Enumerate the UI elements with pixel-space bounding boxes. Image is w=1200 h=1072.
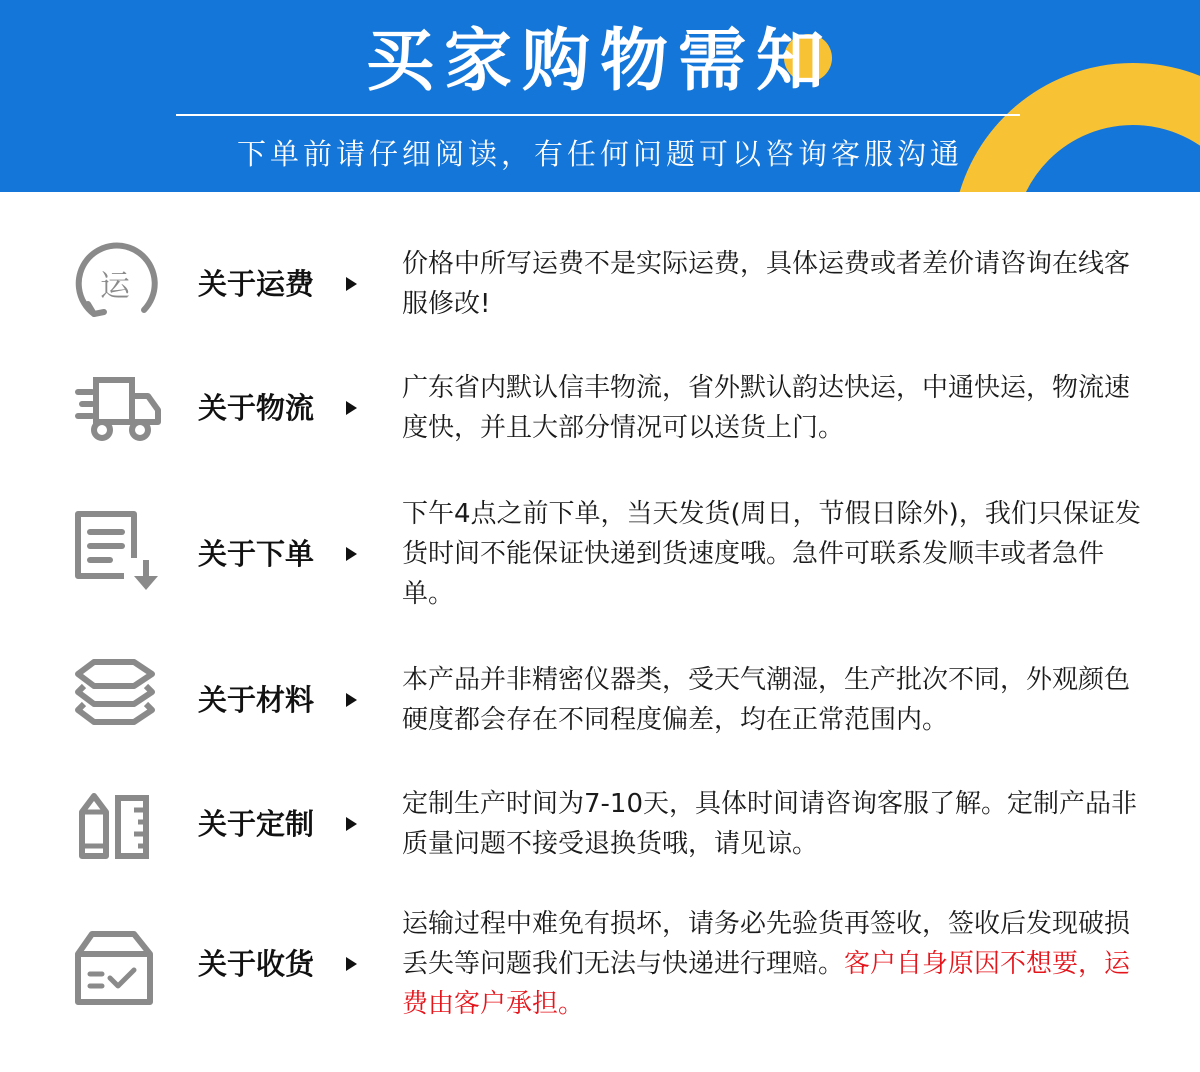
item-label: 关于定制	[198, 807, 315, 841]
arrow-icon	[346, 277, 357, 291]
item-label: 关于物流	[198, 391, 315, 425]
item-description: 下午4点之前下单，当天发货(周日，节假日除外)，我们只保证发货时间不能保证快递到货速度哦。急件可联系发顺丰或者急件单。	[402, 499, 1141, 609]
item-description: 定制生产时间为7-10天，具体时间请咨询客服了解。定制产品非质量问题不接受退换货哦，请见谅。	[402, 789, 1138, 859]
item-label: 关于收货	[198, 947, 315, 981]
item-label: 关于下单	[198, 537, 315, 571]
delivery-truck-icon	[72, 368, 162, 458]
arrow-icon	[346, 401, 357, 415]
order-download-icon	[72, 506, 162, 596]
page-subtitle: 下单前请仔细阅读，有任何问题可以咨询客服沟通	[236, 137, 963, 171]
arrow-icon	[346, 693, 357, 707]
title-divider	[176, 114, 1020, 116]
page-title: 买家购物需知	[365, 22, 834, 101]
arrow-icon	[346, 547, 357, 561]
material-layers-icon	[72, 654, 162, 744]
item-description: 广东省内默认信丰物流，省外默认韵达快运，中通快运，物流速度快，并且大部分情况可以送货上门。	[402, 373, 1131, 443]
shipping-fee-icon	[72, 242, 162, 332]
customize-pencil-ruler-icon	[72, 790, 162, 880]
header-banner	[0, 0, 1200, 192]
arrow-icon	[346, 957, 357, 971]
receipt-box-icon	[72, 928, 162, 1018]
item-label: 关于材料	[198, 683, 315, 717]
item-description-highlight: 客户自身原因不想要，运费由客户承担。	[402, 949, 1131, 1019]
shipping-fee-icon-text: 运	[100, 269, 130, 304]
item-description: 价格中所写运费不是实际运费，具体运费或者差价请咨询在线客服修改!	[402, 249, 1131, 319]
item-label: 关于运费	[198, 267, 315, 301]
item-description	[402, 904, 1142, 1024]
arrow-icon	[346, 817, 357, 831]
item-description-text: 运输过程中难免有损坏，请务必先验货再签收，签收后发现破损丢失等问题我们无法与快递进行理赔。	[402, 909, 1131, 979]
item-description: 本产品并非精密仪器类，受天气潮湿，生产批次不同，外观颜色硬度都会存在不同程度偏差，均在正常范围内。	[402, 665, 1131, 735]
